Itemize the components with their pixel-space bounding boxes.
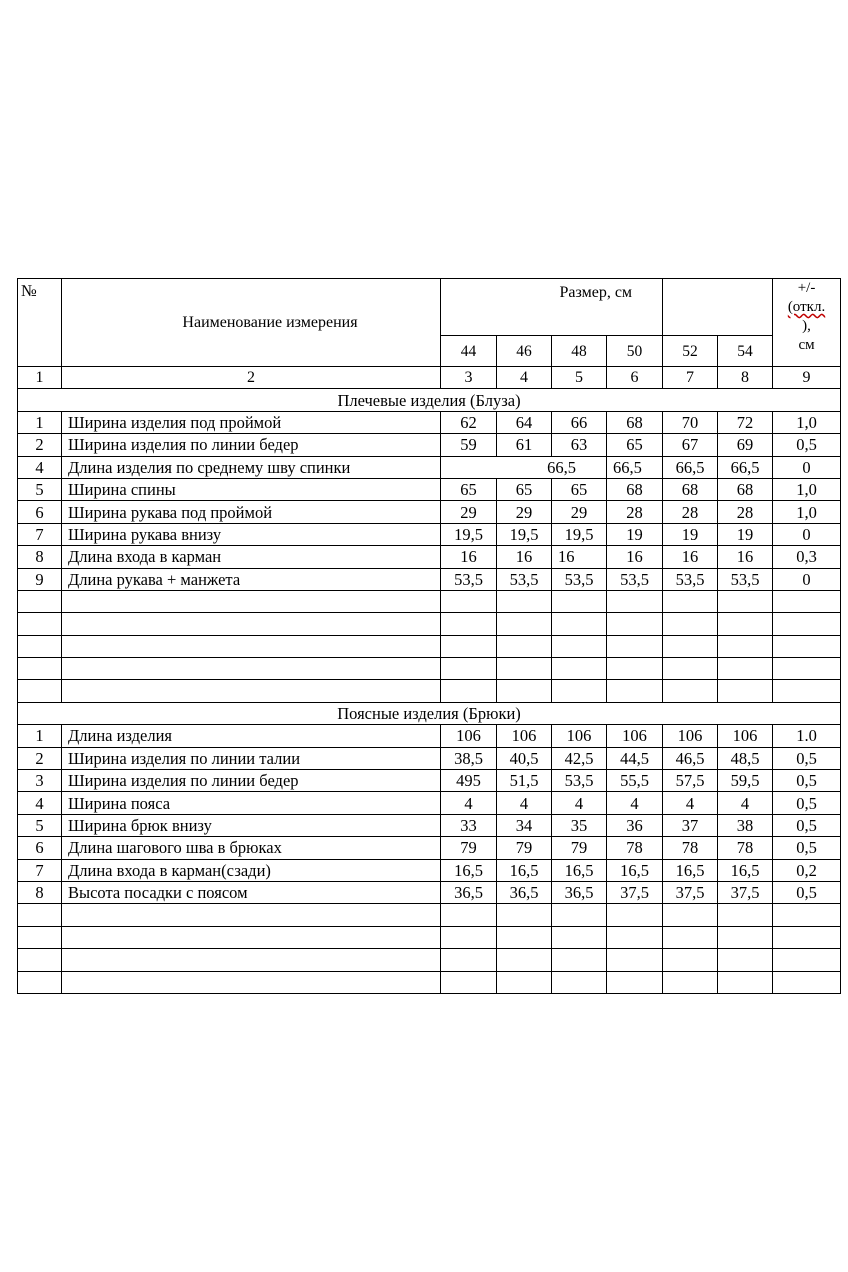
value-cell: 16 — [497, 546, 552, 568]
size-52: 52 — [663, 336, 718, 367]
name-header: Наименование измерения — [62, 279, 441, 367]
value-cell: 42,5 — [552, 747, 607, 769]
value-cell: 16,5 — [552, 859, 607, 881]
value-cell: 4 — [663, 792, 718, 814]
measurement-name: Высота посадки с поясом — [62, 881, 441, 903]
value-cell: 106 — [497, 725, 552, 747]
row-number: 4 — [18, 792, 62, 814]
value-cell: 79 — [552, 837, 607, 859]
table-row — [18, 814, 841, 836]
value-cell: 65 — [497, 478, 552, 500]
row-number: 5 — [18, 478, 62, 500]
measurement-name: Ширина изделия по линии бедер — [62, 434, 441, 456]
row-number: 8 — [18, 546, 62, 568]
row-number: 5 — [18, 814, 62, 836]
value-cell: 78 — [607, 837, 663, 859]
measurement-name: Длина входа в карман(сзади) — [62, 859, 441, 881]
value-cell: 53,5 — [441, 568, 497, 590]
tolerance-cell: 1.0 — [773, 725, 841, 747]
value-cell: 53,5 — [663, 568, 718, 590]
value-cell: 78 — [718, 837, 773, 859]
empty-row — [18, 680, 841, 702]
tolerance-line-3: ), — [802, 318, 811, 334]
value-cell: 34 — [497, 814, 552, 836]
value-cell: 62 — [441, 411, 497, 433]
value-cell: 28 — [663, 501, 718, 523]
table-row — [18, 501, 841, 523]
tolerance-cell: 0,2 — [773, 859, 841, 881]
value-cell: 64 — [497, 411, 552, 433]
table-row — [18, 523, 841, 545]
value-cell: 16 — [718, 546, 773, 568]
value-cell: 4 — [441, 792, 497, 814]
value-cell: 53,5 — [552, 568, 607, 590]
measurement-name: Длина входа в карман — [62, 546, 441, 568]
row-number: 2 — [18, 434, 62, 456]
value-cell: 53,5 — [607, 568, 663, 590]
value-cell: 4 — [607, 792, 663, 814]
value-cell: 28 — [607, 501, 663, 523]
value-cell: 36 — [607, 814, 663, 836]
measurement-name: Ширина рукава под проймой — [62, 501, 441, 523]
value-cell: 61 — [497, 434, 552, 456]
column-number: 4 — [497, 367, 552, 389]
size-header-blank-left — [441, 279, 552, 336]
value-cell: 59,5 — [718, 770, 773, 792]
value-cell: 106 — [552, 725, 607, 747]
tolerance-cell: 0,5 — [773, 747, 841, 769]
value-cell: 16,5 — [607, 859, 663, 881]
measurement-table — [17, 278, 841, 994]
value-cell: 57,5 — [663, 770, 718, 792]
value-cell: 495 — [441, 770, 497, 792]
value-cell: 29 — [497, 501, 552, 523]
value-cell: 53,5 — [497, 568, 552, 590]
size-48: 48 — [552, 336, 607, 367]
row-number: 4 — [18, 456, 62, 478]
value-cell: 16,5 — [441, 859, 497, 881]
value-cell: 53,5 — [552, 770, 607, 792]
column-number: 8 — [718, 367, 773, 389]
column-number: 6 — [607, 367, 663, 389]
tolerance-cell: 1,0 — [773, 478, 841, 500]
value-cell: 16 — [607, 546, 663, 568]
size-44: 44 — [441, 336, 497, 367]
value-cell: 66,5 — [607, 456, 663, 478]
table-row — [18, 859, 841, 881]
section-title-trousers: Поясные изделия (Брюки) — [18, 702, 841, 724]
value-cell: 16,5 — [663, 859, 718, 881]
measurement-name: Длина изделия по среднему шву спинки — [62, 456, 441, 478]
value-cell: 66,5 — [718, 456, 773, 478]
measurement-name: Ширина изделия по линии бедер — [62, 770, 441, 792]
tolerance-line-2: (откл. — [787, 299, 826, 315]
tolerance-line-4: см — [798, 337, 815, 353]
empty-row — [18, 590, 841, 612]
size-50: 50 — [607, 336, 663, 367]
value-cell: 38,5 — [441, 747, 497, 769]
value-cell: 59 — [441, 434, 497, 456]
table-row — [18, 770, 841, 792]
column-number: 1 — [18, 367, 62, 389]
tolerance-cell: 1,0 — [773, 411, 841, 433]
value-cell: 68 — [607, 478, 663, 500]
value-cell: 66 — [552, 411, 607, 433]
tolerance-cell: 0 — [773, 523, 841, 545]
value-cell: 48,5 — [718, 747, 773, 769]
column-number: 7 — [663, 367, 718, 389]
size-54: 54 — [718, 336, 773, 367]
tolerance-cell: 0,3 — [773, 546, 841, 568]
value-cell: 37 — [663, 814, 718, 836]
table-row — [18, 792, 841, 814]
value-cell: 33 — [441, 814, 497, 836]
value-cell: 19 — [607, 523, 663, 545]
tolerance-cell: 0,5 — [773, 837, 841, 859]
value-cell: 106 — [607, 725, 663, 747]
row-number: 9 — [18, 568, 62, 590]
tolerance-cell: 1,0 — [773, 501, 841, 523]
row-number: 7 — [18, 859, 62, 881]
empty-row — [18, 635, 841, 657]
value-cell: 19,5 — [552, 523, 607, 545]
measurement-name: Ширина пояса — [62, 792, 441, 814]
value-cell: 29 — [441, 501, 497, 523]
value-cell: 37,5 — [718, 881, 773, 903]
row-number: 1 — [18, 725, 62, 747]
value-cell: 46,5 — [663, 747, 718, 769]
row-number: 8 — [18, 881, 62, 903]
column-numbers-row — [18, 367, 841, 389]
value-cell: 63 — [552, 434, 607, 456]
table-row — [18, 456, 841, 478]
value-cell: 53,5 — [718, 568, 773, 590]
value-cell: 79 — [441, 837, 497, 859]
header-row — [18, 279, 841, 336]
tolerance-cell: 0,5 — [773, 881, 841, 903]
value-cell: 35 — [552, 814, 607, 836]
measurement-name: Ширина рукава внизу — [62, 523, 441, 545]
value-cell: 65 — [552, 478, 607, 500]
table-row — [18, 478, 841, 500]
value-cell: 36,5 — [441, 881, 497, 903]
size-46: 46 — [497, 336, 552, 367]
merged-value-cell: 66,5 — [441, 456, 607, 478]
table-row — [18, 568, 841, 590]
value-cell: 16 — [441, 546, 497, 568]
tolerance-header — [773, 279, 841, 367]
section-title-blouse: Плечевые изделия (Блуза) — [18, 389, 841, 411]
measurement-name: Длина шагового шва в брюках — [62, 837, 441, 859]
measurement-name: Длина рукава + манжета — [62, 568, 441, 590]
value-cell: 68 — [607, 411, 663, 433]
empty-row — [18, 904, 841, 926]
section-title-row — [18, 389, 841, 411]
value-cell: 68 — [718, 478, 773, 500]
measurement-name: Ширина брюк внизу — [62, 814, 441, 836]
row-number: 2 — [18, 747, 62, 769]
table-row — [18, 881, 841, 903]
tolerance-cell: 0,5 — [773, 434, 841, 456]
value-cell: 40,5 — [497, 747, 552, 769]
table-row — [18, 747, 841, 769]
tolerance-cell: 0,5 — [773, 792, 841, 814]
tolerance-cell: 0 — [773, 568, 841, 590]
column-number: 9 — [773, 367, 841, 389]
row-number: 6 — [18, 501, 62, 523]
value-cell: 55,5 — [607, 770, 663, 792]
value-cell: 37,5 — [663, 881, 718, 903]
value-cell: 16,5 — [718, 859, 773, 881]
tolerance-line-1: +/- — [797, 280, 816, 296]
value-cell: 16 — [663, 546, 718, 568]
measurement-name: Ширина изделия под проймой — [62, 411, 441, 433]
measurement-name: Ширина спины — [62, 478, 441, 500]
value-cell: 67 — [663, 434, 718, 456]
value-cell: 70 — [663, 411, 718, 433]
value-cell: 16,5 — [497, 859, 552, 881]
value-cell: 38 — [718, 814, 773, 836]
value-cell: 78 — [663, 837, 718, 859]
size-header: Размер, см — [552, 279, 663, 336]
table-row — [18, 434, 841, 456]
row-number: 3 — [18, 770, 62, 792]
section-title-row — [18, 702, 841, 724]
value-cell: 29 — [552, 501, 607, 523]
column-number: 3 — [441, 367, 497, 389]
column-number: 2 — [62, 367, 441, 389]
value-cell: 19 — [718, 523, 773, 545]
value-cell: 72 — [718, 411, 773, 433]
value-cell: 19 — [663, 523, 718, 545]
table-row — [18, 411, 841, 433]
value-cell: 4 — [497, 792, 552, 814]
empty-row — [18, 613, 841, 635]
measurement-name: Ширина изделия по линии талии — [62, 747, 441, 769]
value-cell: 19,5 — [441, 523, 497, 545]
value-cell: 66,5 — [663, 456, 718, 478]
tolerance-cell: 0,5 — [773, 814, 841, 836]
row-number: 7 — [18, 523, 62, 545]
table-row — [18, 837, 841, 859]
size-header-blank-right — [663, 279, 773, 336]
table-row — [18, 546, 841, 568]
value-cell: 44,5 — [607, 747, 663, 769]
value-cell: 36,5 — [497, 881, 552, 903]
empty-row — [18, 949, 841, 971]
measurement-name: Длина изделия — [62, 725, 441, 747]
value-cell: 36,5 — [552, 881, 607, 903]
table-row — [18, 725, 841, 747]
value-cell: 4 — [718, 792, 773, 814]
empty-row — [18, 926, 841, 948]
value-cell: 65 — [441, 478, 497, 500]
value-cell: 16 — [552, 546, 607, 568]
number-header: № — [18, 279, 62, 367]
value-cell: 28 — [718, 501, 773, 523]
value-cell: 4 — [552, 792, 607, 814]
value-cell: 106 — [663, 725, 718, 747]
row-number: 6 — [18, 837, 62, 859]
value-cell: 19,5 — [497, 523, 552, 545]
empty-row — [18, 658, 841, 680]
value-cell: 69 — [718, 434, 773, 456]
value-cell: 65 — [607, 434, 663, 456]
row-number: 1 — [18, 411, 62, 433]
value-cell: 106 — [441, 725, 497, 747]
value-cell: 106 — [718, 725, 773, 747]
value-cell: 79 — [497, 837, 552, 859]
value-cell: 51,5 — [497, 770, 552, 792]
column-number: 5 — [552, 367, 607, 389]
tolerance-cell: 0 — [773, 456, 841, 478]
empty-row — [18, 971, 841, 993]
value-cell: 37,5 — [607, 881, 663, 903]
value-cell: 68 — [663, 478, 718, 500]
tolerance-cell: 0,5 — [773, 770, 841, 792]
